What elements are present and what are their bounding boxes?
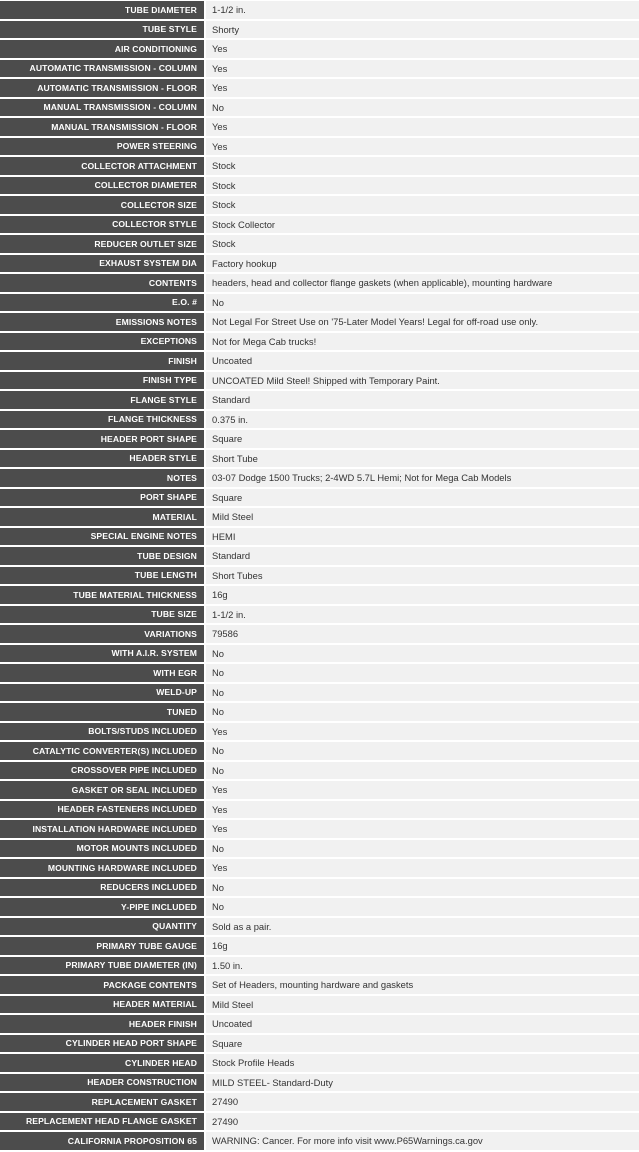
spec-value: Square <box>204 489 639 507</box>
spec-row <box>0 723 639 741</box>
spec-value: Sold as a pair. <box>204 918 639 936</box>
spec-row <box>0 937 639 955</box>
spec-row <box>0 742 639 760</box>
spec-label: FINISH TYPE <box>0 372 204 390</box>
spec-value: Square <box>204 430 639 448</box>
spec-value: 16g <box>204 937 639 955</box>
spec-label: TUNED <box>0 703 204 721</box>
spec-value: Stock <box>204 235 639 253</box>
spec-value: Mild Steel <box>204 508 639 526</box>
spec-label: AUTOMATIC TRANSMISSION - FLOOR <box>0 79 204 97</box>
spec-row <box>0 1035 639 1053</box>
spec-value: HEMI <box>204 528 639 546</box>
spec-row <box>0 1074 639 1092</box>
spec-row <box>0 489 639 507</box>
spec-label: AUTOMATIC TRANSMISSION - COLUMN <box>0 60 204 78</box>
spec-value: 03-07 Dodge 1500 Trucks; 2-4WD 5.7L Hemi; Not for Mega Cab Models <box>204 469 639 487</box>
specifications-body <box>0 1 639 1150</box>
spec-row <box>0 313 639 331</box>
spec-row <box>0 255 639 273</box>
spec-row <box>0 606 639 624</box>
spec-label: GASKET OR SEAL INCLUDED <box>0 781 204 799</box>
spec-label: MOUNTING HARDWARE INCLUDED <box>0 859 204 877</box>
spec-value: Mild Steel <box>204 996 639 1014</box>
spec-row <box>0 1113 639 1131</box>
spec-row <box>0 430 639 448</box>
spec-label: FLANGE STYLE <box>0 391 204 409</box>
spec-label: WITH A.I.R. SYSTEM <box>0 645 204 663</box>
spec-label: TUBE STYLE <box>0 21 204 39</box>
spec-value: 27490 <box>204 1093 639 1111</box>
spec-label: COLLECTOR DIAMETER <box>0 177 204 195</box>
spec-label: TUBE MATERIAL THICKNESS <box>0 586 204 604</box>
spec-value: No <box>204 762 639 780</box>
spec-label: MANUAL TRANSMISSION - COLUMN <box>0 99 204 117</box>
spec-value: Stock <box>204 157 639 175</box>
spec-value: Yes <box>204 60 639 78</box>
spec-row <box>0 177 639 195</box>
spec-value: Yes <box>204 781 639 799</box>
spec-value: No <box>204 742 639 760</box>
spec-row <box>0 567 639 585</box>
spec-row <box>0 469 639 487</box>
spec-value: Uncoated <box>204 1015 639 1033</box>
spec-value: Stock <box>204 196 639 214</box>
spec-label: WELD-UP <box>0 684 204 702</box>
spec-row <box>0 79 639 97</box>
spec-row <box>0 391 639 409</box>
spec-label: COLLECTOR STYLE <box>0 216 204 234</box>
spec-row <box>0 762 639 780</box>
spec-value: Not Legal For Street Use on '75-Later Model Years! Legal for off-road use only. <box>204 313 639 331</box>
spec-row <box>0 801 639 819</box>
spec-label: QUANTITY <box>0 918 204 936</box>
spec-label: PACKAGE CONTENTS <box>0 976 204 994</box>
spec-row <box>0 898 639 916</box>
spec-row <box>0 996 639 1014</box>
spec-row <box>0 957 639 975</box>
spec-value: 27490 <box>204 1113 639 1131</box>
spec-row <box>0 840 639 858</box>
spec-value: No <box>204 664 639 682</box>
spec-label: MATERIAL <box>0 508 204 526</box>
spec-value: Yes <box>204 723 639 741</box>
spec-label: PRIMARY TUBE GAUGE <box>0 937 204 955</box>
spec-label: COLLECTOR SIZE <box>0 196 204 214</box>
spec-value: Yes <box>204 801 639 819</box>
spec-row <box>0 547 639 565</box>
spec-row <box>0 352 639 370</box>
spec-value: MILD STEEL- Standard-Duty <box>204 1074 639 1092</box>
spec-label: CONTENTS <box>0 274 204 292</box>
spec-value: No <box>204 879 639 897</box>
spec-value: UNCOATED Mild Steel! Shipped with Temporary Paint. <box>204 372 639 390</box>
spec-value: Standard <box>204 547 639 565</box>
spec-value: Shorty <box>204 21 639 39</box>
spec-value: Factory hookup <box>204 255 639 273</box>
spec-row <box>0 918 639 936</box>
spec-value: Stock Collector <box>204 216 639 234</box>
spec-value: 16g <box>204 586 639 604</box>
spec-value: No <box>204 99 639 117</box>
spec-value: Yes <box>204 820 639 838</box>
spec-row <box>0 411 639 429</box>
spec-value: Set of Headers, mounting hardware and gaskets <box>204 976 639 994</box>
spec-label: CYLINDER HEAD <box>0 1054 204 1072</box>
spec-value: Yes <box>204 118 639 136</box>
spec-label: PRIMARY TUBE DIAMETER (IN) <box>0 957 204 975</box>
spec-label: INSTALLATION HARDWARE INCLUDED <box>0 820 204 838</box>
spec-label: CATALYTIC CONVERTER(S) INCLUDED <box>0 742 204 760</box>
spec-row <box>0 586 639 604</box>
spec-row <box>0 781 639 799</box>
spec-row <box>0 274 639 292</box>
spec-value: headers, head and collector flange gaskets (when applicable), mounting hardware <box>204 274 639 292</box>
spec-label: FINISH <box>0 352 204 370</box>
spec-row <box>0 859 639 877</box>
spec-row <box>0 216 639 234</box>
spec-label: WITH EGR <box>0 664 204 682</box>
spec-label: HEADER PORT SHAPE <box>0 430 204 448</box>
spec-value: No <box>204 840 639 858</box>
spec-value: Yes <box>204 79 639 97</box>
spec-value: Not for Mega Cab trucks! <box>204 333 639 351</box>
spec-value: No <box>204 898 639 916</box>
spec-row <box>0 118 639 136</box>
spec-row <box>0 820 639 838</box>
spec-row <box>0 196 639 214</box>
spec-label: Y-PIPE INCLUDED <box>0 898 204 916</box>
spec-value: Short Tube <box>204 450 639 468</box>
spec-label: VARIATIONS <box>0 625 204 643</box>
spec-label: AIR CONDITIONING <box>0 40 204 58</box>
spec-label: POWER STEERING <box>0 138 204 156</box>
spec-label: PORT SHAPE <box>0 489 204 507</box>
spec-label: CYLINDER HEAD PORT SHAPE <box>0 1035 204 1053</box>
spec-row <box>0 333 639 351</box>
spec-label: CALIFORNIA PROPOSITION 65 <box>0 1132 204 1150</box>
spec-label: TUBE SIZE <box>0 606 204 624</box>
spec-value: Stock Profile Heads <box>204 1054 639 1072</box>
spec-label: MANUAL TRANSMISSION - FLOOR <box>0 118 204 136</box>
spec-value: 1-1/2 in. <box>204 1 639 19</box>
spec-row <box>0 703 639 721</box>
spec-value: Square <box>204 1035 639 1053</box>
spec-row <box>0 625 639 643</box>
spec-label: NOTES <box>0 469 204 487</box>
spec-row <box>0 99 639 117</box>
spec-value: Yes <box>204 40 639 58</box>
spec-value: 79586 <box>204 625 639 643</box>
spec-value: No <box>204 684 639 702</box>
spec-value: 0.375 in. <box>204 411 639 429</box>
spec-value: 1.50 in. <box>204 957 639 975</box>
spec-label: BOLTS/STUDS INCLUDED <box>0 723 204 741</box>
spec-value: Short Tubes <box>204 567 639 585</box>
spec-value: WARNING: Cancer. For more info visit www.P65Warnings.ca.gov <box>204 1132 639 1150</box>
spec-label: CROSSOVER PIPE INCLUDED <box>0 762 204 780</box>
spec-row <box>0 157 639 175</box>
spec-label: E.O. # <box>0 294 204 312</box>
spec-row <box>0 138 639 156</box>
spec-row <box>0 664 639 682</box>
spec-value: Yes <box>204 138 639 156</box>
spec-label: REDUCERS INCLUDED <box>0 879 204 897</box>
spec-row <box>0 294 639 312</box>
spec-row <box>0 1054 639 1072</box>
spec-label: HEADER FASTENERS INCLUDED <box>0 801 204 819</box>
spec-label: MOTOR MOUNTS INCLUDED <box>0 840 204 858</box>
spec-row <box>0 1093 639 1111</box>
spec-row <box>0 879 639 897</box>
spec-label: COLLECTOR ATTACHMENT <box>0 157 204 175</box>
spec-value: No <box>204 645 639 663</box>
spec-value: Standard <box>204 391 639 409</box>
spec-row <box>0 1132 639 1150</box>
spec-label: REPLACEMENT HEAD FLANGE GASKET <box>0 1113 204 1131</box>
spec-label: HEADER CONSTRUCTION <box>0 1074 204 1092</box>
spec-row <box>0 60 639 78</box>
spec-label: TUBE LENGTH <box>0 567 204 585</box>
spec-label: HEADER MATERIAL <box>0 996 204 1014</box>
spec-label: SPECIAL ENGINE NOTES <box>0 528 204 546</box>
spec-row <box>0 976 639 994</box>
spec-label: EMISSIONS NOTES <box>0 313 204 331</box>
spec-value: Yes <box>204 859 639 877</box>
spec-row <box>0 645 639 663</box>
spec-value: No <box>204 294 639 312</box>
spec-row <box>0 508 639 526</box>
spec-value: No <box>204 703 639 721</box>
spec-value: Stock <box>204 177 639 195</box>
spec-row <box>0 21 639 39</box>
spec-row <box>0 450 639 468</box>
spec-label: TUBE DIAMETER <box>0 1 204 19</box>
spec-label: TUBE DESIGN <box>0 547 204 565</box>
spec-row <box>0 372 639 390</box>
spec-row <box>0 1 639 19</box>
spec-label: FLANGE THICKNESS <box>0 411 204 429</box>
spec-row <box>0 1015 639 1033</box>
spec-row <box>0 40 639 58</box>
spec-label: REPLACEMENT GASKET <box>0 1093 204 1111</box>
spec-row <box>0 528 639 546</box>
spec-label: REDUCER OUTLET SIZE <box>0 235 204 253</box>
spec-row <box>0 235 639 253</box>
spec-value: 1-1/2 in. <box>204 606 639 624</box>
spec-label: EXCEPTIONS <box>0 333 204 351</box>
spec-label: HEADER STYLE <box>0 450 204 468</box>
spec-label: EXHAUST SYSTEM DIA <box>0 255 204 273</box>
spec-value: Uncoated <box>204 352 639 370</box>
spec-row <box>0 684 639 702</box>
spec-label: HEADER FINISH <box>0 1015 204 1033</box>
